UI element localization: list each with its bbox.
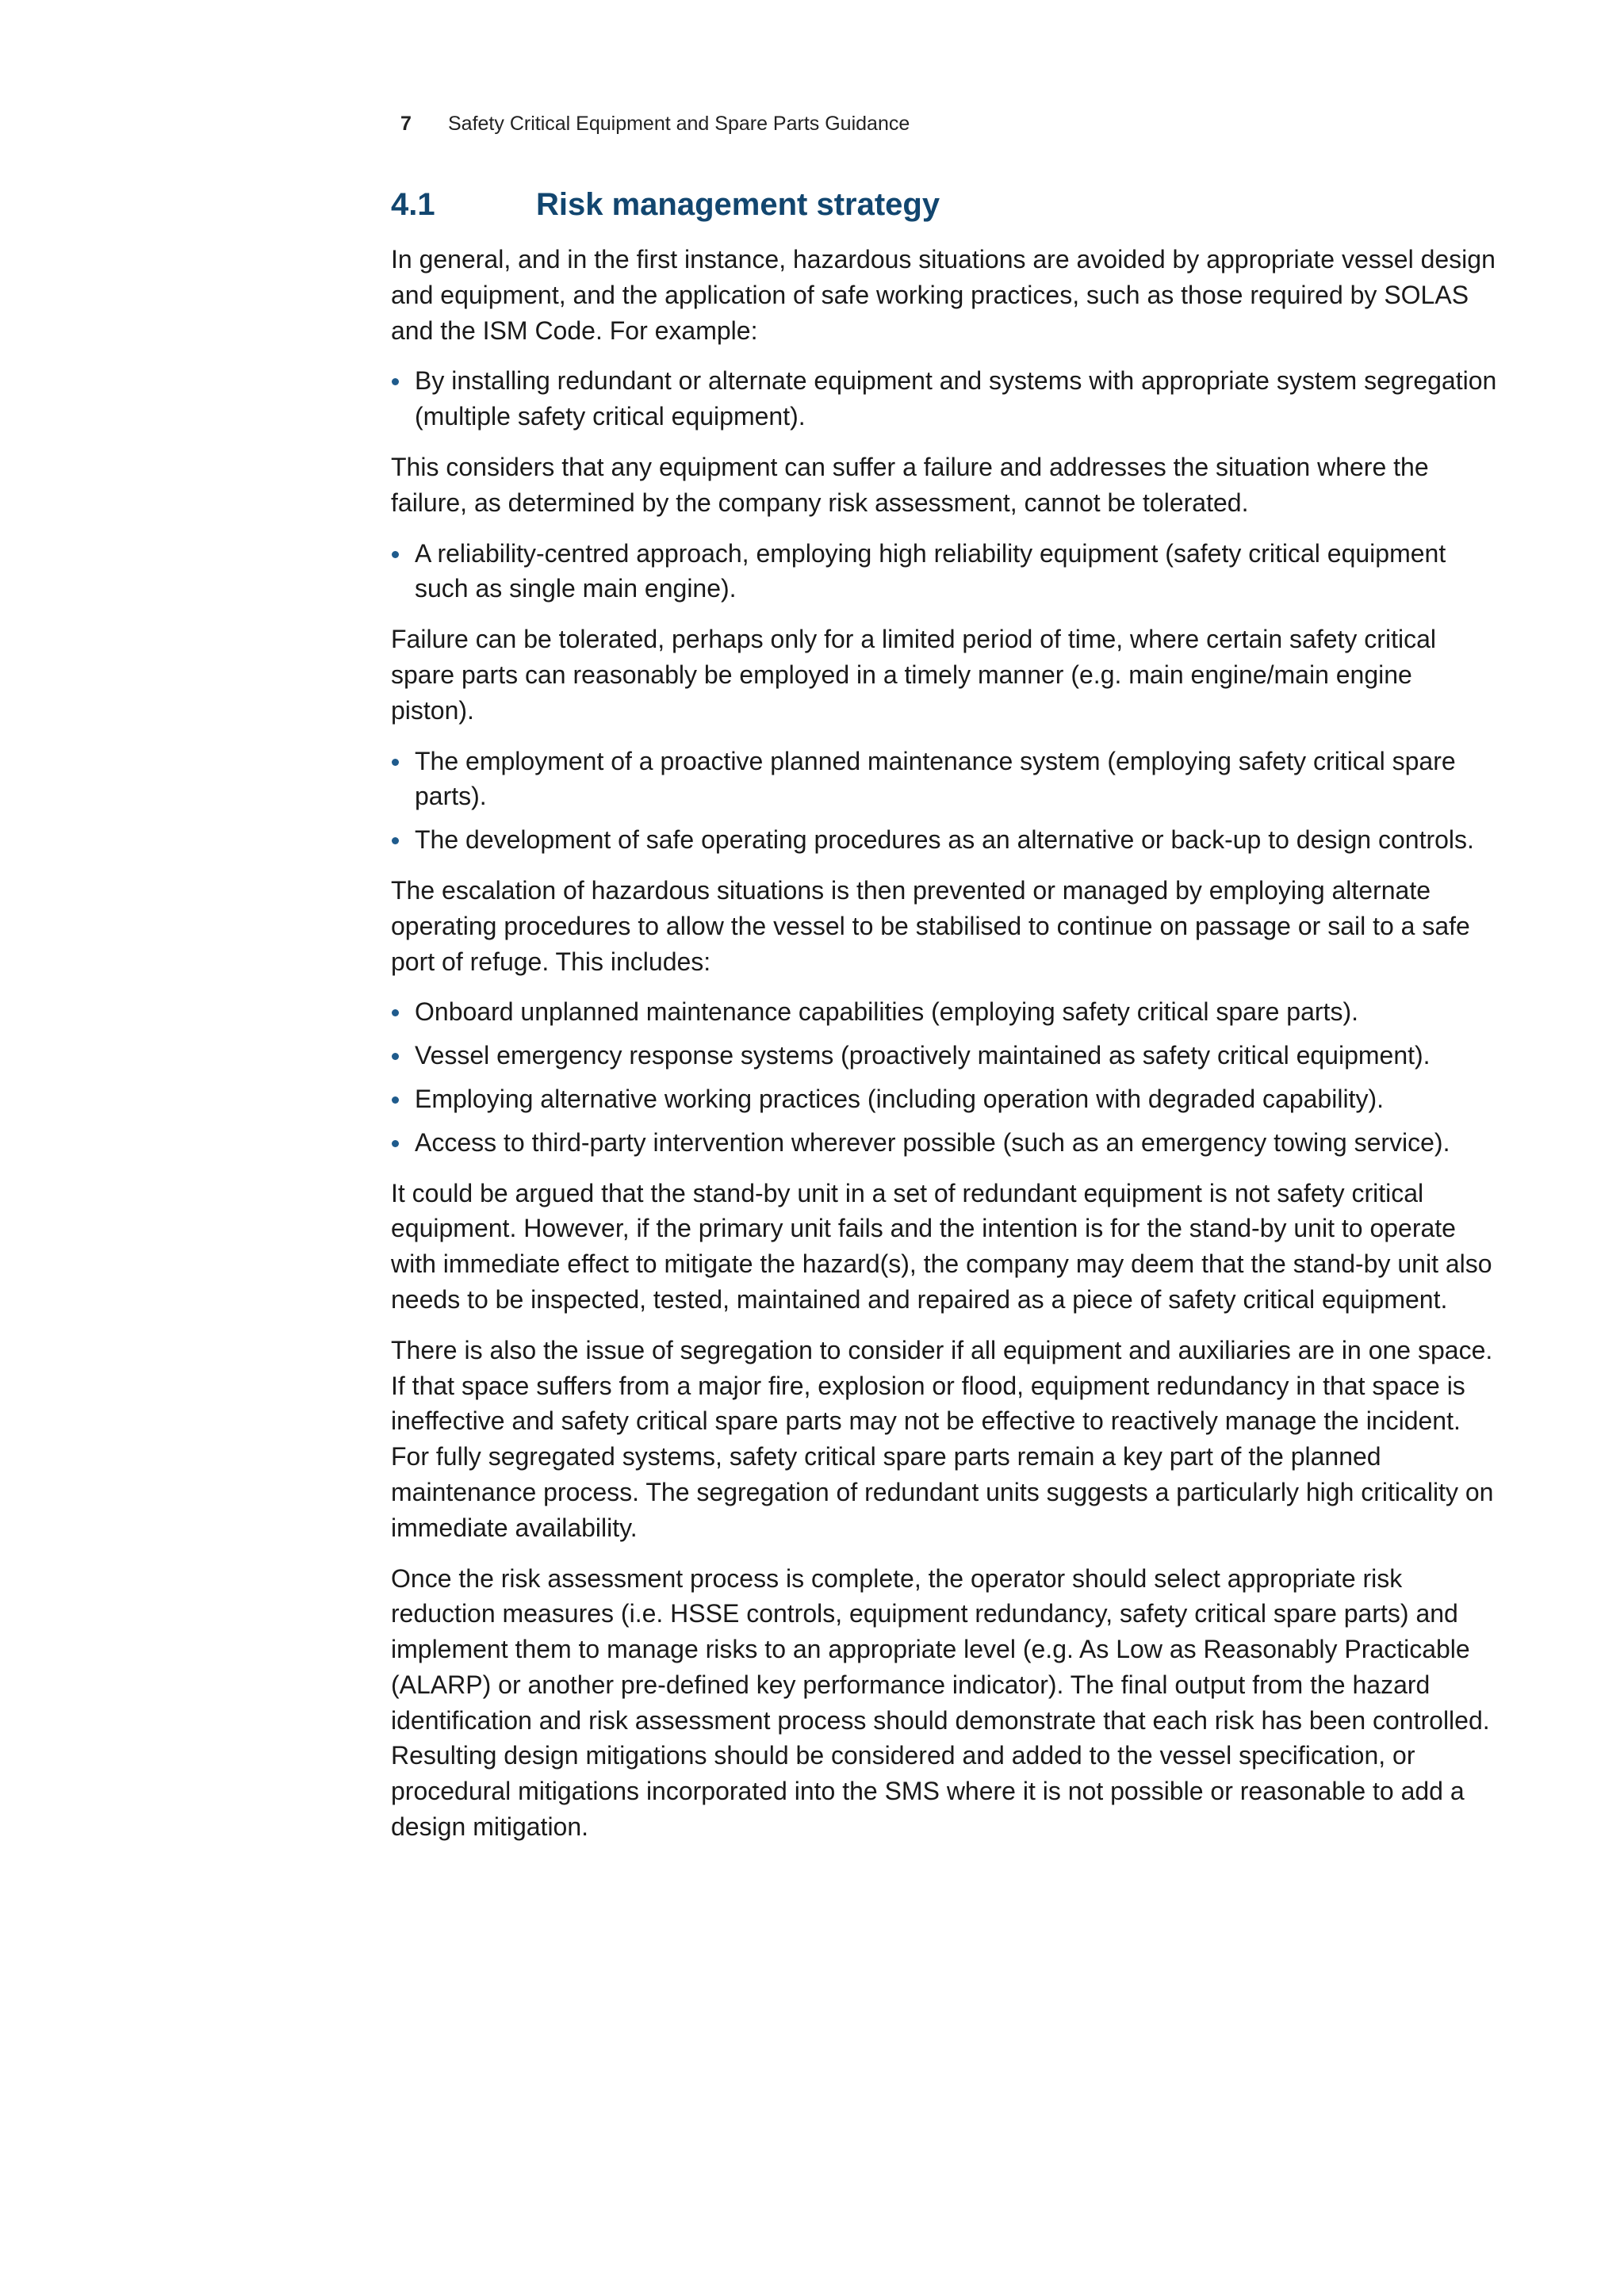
- section-number: 4.1: [391, 187, 435, 222]
- list-item-text: Onboard unplanned maintenance capabilities (employing safety critical spare parts).: [415, 997, 1358, 1027]
- list-item-text: The employment of a proactive planned maintenance system (employing safety critical spare parts).: [415, 746, 1456, 811]
- paragraph: Once the risk assessment process is complete, the operator should select appropriate risk reduction measures (i.e. HSSE controls, equipment redundancy, safety critical spare parts) and implement them to manage risks to an appropriate level (e.g. As Low as Reasonably Practicable (ALARP) or another pre-defined key performance indicator). The final output from the hazard identification and risk assessment process should demonstrate that each risk has been controlled. Resulting design mitigations should be considered and added to the vessel specification, or procedural mitigations incorporated into the SMS where it is not possible or reasonable to add a design mitigation.: [391, 1563, 1490, 1842]
- paragraph: This considers that any equipment can suffer a failure and addresses the situation where the failure, as determined by the company risk assessment, cannot be tolerated.: [391, 452, 1429, 517]
- list-item-text: A reliability-centred approach, employing high reliability equipment (safety critical equipment such as single main engine).: [415, 538, 1446, 603]
- list-item-text: The development of safe operating procedures as an alternative or back-up to design controls.: [415, 825, 1474, 855]
- page-header: [400, 113, 910, 141]
- list-item: [391, 994, 1501, 1030]
- document-title: Safety Critical Equipment and Spare Parts Guidance: [448, 113, 910, 135]
- bullet-list: [391, 744, 1501, 858]
- list-item-text: Vessel emergency response systems (proactively maintained as safety critical equipment).: [415, 1041, 1431, 1070]
- bullet-icon: [392, 837, 399, 844]
- bullet-icon: [392, 1096, 399, 1104]
- paragraph: It could be argued that the stand-by unit in a set of redundant equipment is not safety critical equipment. However, if the primary unit fails and the intention is for the stand-by unit to operate with immediate effect to mitigate the hazard(s), the company may deem that the stand-by unit also needs to be inspected, tested, maintained and repaired as a piece of safety critical equipment.: [391, 1178, 1492, 1314]
- list-item: [391, 744, 1501, 815]
- section-title: Risk management strategy: [536, 187, 940, 222]
- bullet-icon: [392, 1009, 399, 1016]
- bullet-icon: [392, 551, 399, 558]
- list-item: [391, 1125, 1501, 1161]
- list-item: [391, 1038, 1501, 1073]
- list-item: [391, 1081, 1501, 1117]
- paragraph: There is also the issue of segregation to consider if all equipment and auxiliaries are in one space. If that space suffers from a major fire, explosion or flood, equipment redundancy in that space is ineffective and safety critical spare parts may not be effective to reactively manage the incident. For fully segregated systems, safety critical spare parts remain a key part of the planned maintenance process. The segregation of redundant units suggests a particularly high criticality on immediate availability.: [391, 1335, 1494, 1542]
- bullet-icon: [392, 378, 399, 385]
- list-item: [391, 536, 1501, 607]
- paragraph: In general, and in the first instance, hazardous situations are avoided by appropriate vessel design and equipment, and the application of safe working practices, such as those required by SOLAS and the ISM Code. For example:: [391, 245, 1496, 345]
- paragraph: The escalation of hazardous situations is then prevented or managed by employing alternate operating procedures to allow the vessel to be stabilised to continue on passage or sail to a safe port of refuge. This includes:: [391, 875, 1470, 976]
- list-item-text: Employing alternative working practices (including operation with degraded capability).: [415, 1084, 1384, 1113]
- section-heading: [391, 187, 940, 223]
- page-number: 7: [400, 113, 412, 135]
- bullet-icon: [392, 759, 399, 766]
- bullet-list: [391, 536, 1501, 607]
- list-item-text: By installing redundant or alternate equipment and systems with appropriate system segregation (multiple safety critical equipment).: [415, 366, 1497, 431]
- bullet-list: [391, 994, 1501, 1160]
- bullet-icon: [392, 1140, 399, 1147]
- list-item: [391, 822, 1501, 858]
- body-text: [391, 242, 1501, 1860]
- bullet-list: [391, 363, 1501, 434]
- list-item: [391, 363, 1501, 434]
- list-item-text: Access to third-party intervention wherever possible (such as an emergency towing service).: [415, 1127, 1450, 1157]
- bullet-icon: [392, 1053, 399, 1060]
- paragraph: Failure can be tolerated, perhaps only for a limited period of time, where certain safety critical spare parts can reasonably be employed in a timely manner (e.g. main engine/main engine piston).: [391, 625, 1436, 725]
